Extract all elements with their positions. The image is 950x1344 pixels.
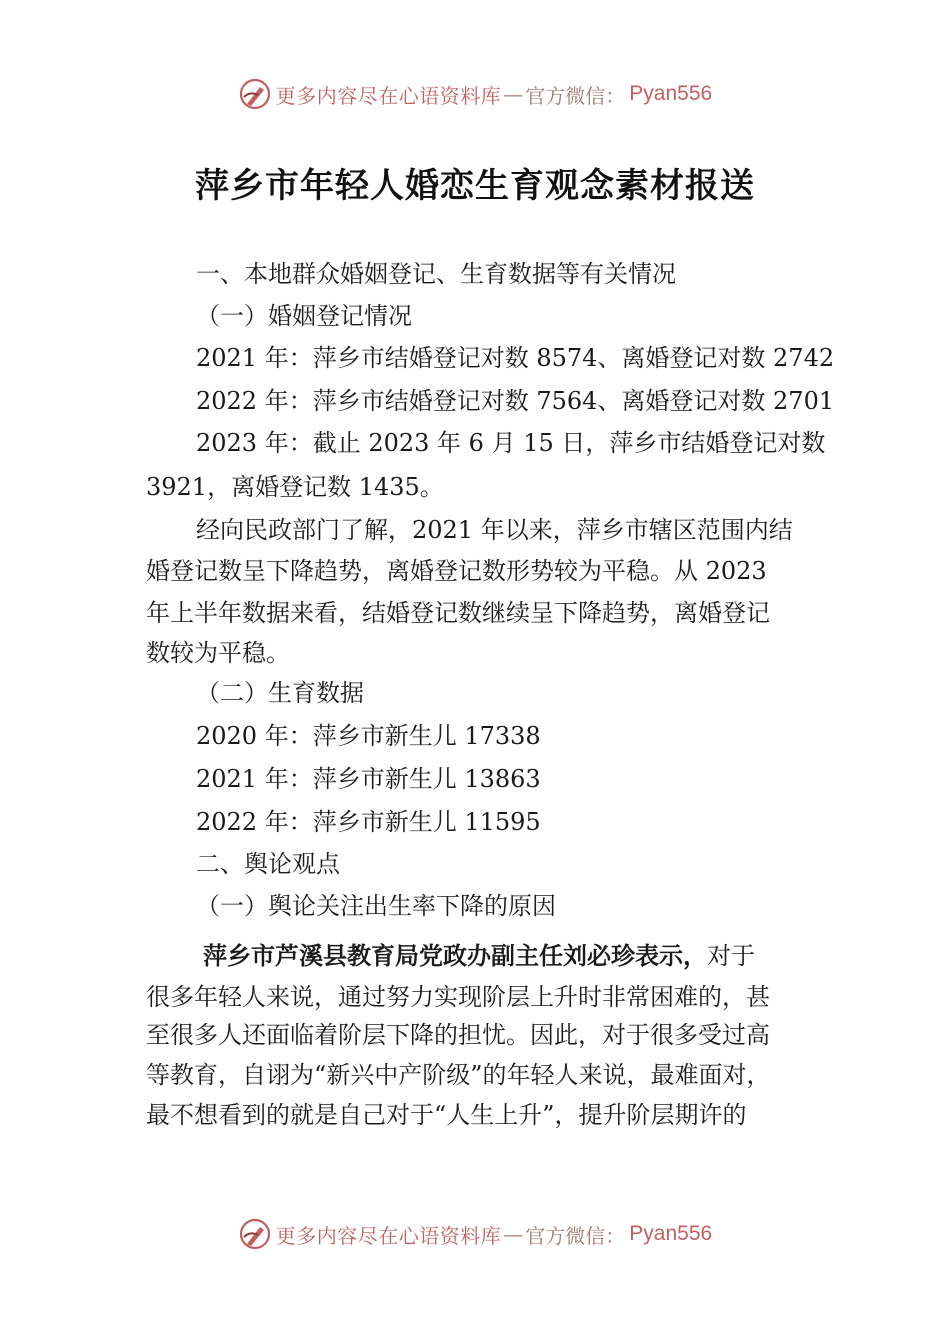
section-heading-1: 一、本地群众婚姻登记、生育数据等有关情况 — [196, 260, 676, 288]
subsection-heading-marriage: （一）婚姻登记情况 — [196, 302, 412, 330]
paragraph-line: 婚登记数呈下降趋势，离婚登记数形势较为平稳。从 2023 — [146, 557, 767, 585]
wechat-id: Pyan556 — [629, 82, 713, 105]
paragraph-line: 数较为平稳。 — [146, 639, 290, 667]
paragraph-line: 很多年轻人来说，通过努力实现阶层上升时非常困难的，甚 — [146, 983, 770, 1011]
paragraph-line: 至很多人还面临着阶层下降的担忧。因此，对于很多受过高 — [146, 1021, 770, 1049]
footer-watermark — [0, 1214, 950, 1254]
marriage-2023-line-cont: 3921，离婚登记数 1435。 — [146, 473, 444, 501]
watermark-separator: — — [503, 82, 524, 106]
watermark-text: 更多内容尽在心语资料库 — [275, 1223, 502, 1248]
watermark-text: 更多内容尽在心语资料库 — [275, 83, 502, 108]
subsection-heading-births: （二）生育数据 — [196, 679, 364, 707]
births-2022-line: 2022 年：萍乡市新生儿 11595 — [196, 808, 541, 836]
marriage-2021-line: 2021 年：萍乡市结婚登记对数 8574、离婚登记对数 2742 — [196, 344, 835, 372]
header-watermark — [0, 74, 950, 114]
paragraph-line: 年上半年数据来看，结婚登记数继续呈下降趋势，离婚登记 — [146, 599, 770, 627]
watermark-separator: — — [503, 1222, 524, 1246]
wechat-label: 官方微信： — [525, 83, 626, 108]
wechat-id: Pyan556 — [629, 1222, 713, 1245]
pen-nib-logo-icon — [238, 77, 272, 111]
pen-nib-logo-icon — [238, 1217, 272, 1251]
quote-first-text: 对于 — [707, 942, 755, 970]
quote-first-line — [203, 941, 755, 971]
births-2020-line: 2020 年：萍乡市新生儿 17338 — [196, 722, 541, 750]
speaker-attribution: 萍乡市芦溪县教育局党政办副主任刘必珍表示， — [203, 942, 707, 970]
document-title: 萍乡市年轻人婚恋生育观念素材报送 — [195, 166, 755, 206]
wechat-label: 官方微信： — [525, 1223, 626, 1248]
section-heading-2: 二、舆论观点 — [196, 850, 340, 878]
paragraph-line: 经向民政部门了解，2021 年以来，萍乡市辖区范围内结 — [196, 516, 793, 544]
subsection-heading-opinion: （一）舆论关注出生率下降的原因 — [196, 892, 556, 920]
births-2021-line: 2021 年：萍乡市新生儿 13863 — [196, 765, 541, 793]
marriage-2023-line: 2023 年：截止 2023 年 6 月 15 日，萍乡市结婚登记对数 — [196, 429, 826, 457]
paragraph-line: 等教育，自诩为“新兴中产阶级”的年轻人来说，最难面对， — [146, 1061, 771, 1089]
marriage-2022-line: 2022 年：萍乡市结婚登记对数 7564、离婚登记对数 2701 — [196, 387, 835, 415]
paragraph-line: 最不想看到的就是自己对于“人生上升”，提升阶层期许的 — [146, 1101, 747, 1129]
